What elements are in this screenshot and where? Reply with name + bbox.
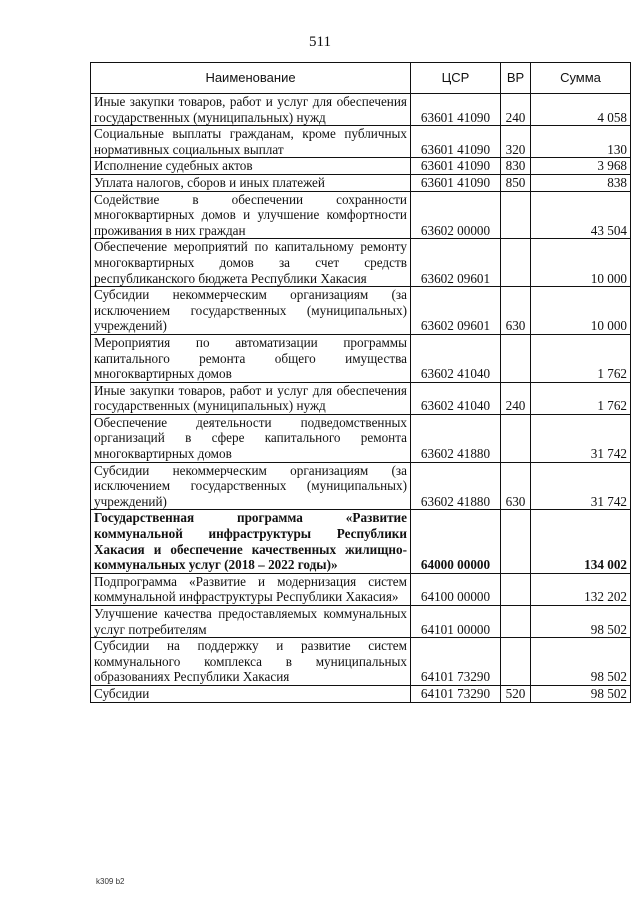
cell-vr (501, 191, 531, 239)
cell-name: Подпрограмма «Развитие и модернизация систем коммунальной инфраструктуры Республики Хакасия» (91, 573, 411, 605)
cell-vr: 520 (501, 685, 531, 702)
table-row (91, 126, 631, 158)
cell-sum: 31 742 (531, 414, 631, 462)
table-header-row (91, 63, 631, 94)
table-row (91, 94, 631, 126)
table-row (91, 414, 631, 462)
cell-name: Субсидии на поддержку и развитие систем коммунального комплекса в муниципальных образованиях Республики Хакасия (91, 638, 411, 686)
cell-csr: 64000 00000 (411, 510, 501, 573)
cell-vr: 240 (501, 382, 531, 414)
cell-csr: 63602 41880 (411, 462, 501, 510)
cell-csr: 63601 41090 (411, 174, 501, 191)
table-row (91, 510, 631, 573)
cell-sum: 98 502 (531, 638, 631, 686)
cell-name: Иные закупки товаров, работ и услуг для обеспечения государственных (муниципальных) нужд (91, 382, 411, 414)
table-row (91, 382, 631, 414)
cell-csr: 64101 73290 (411, 685, 501, 702)
cell-vr: 830 (501, 158, 531, 175)
table-row (91, 573, 631, 605)
cell-sum: 134 002 (531, 510, 631, 573)
cell-sum: 31 742 (531, 462, 631, 510)
cell-name: Мероприятия по автоматизации программы капитального ремонта общего имущества многоквартирных домов (91, 334, 411, 382)
cell-name: Обеспечение деятельности подведомственных организаций в сфере капитального ремонта многоквартирных домов (91, 414, 411, 462)
table-row (91, 334, 631, 382)
cell-sum: 132 202 (531, 573, 631, 605)
cell-sum: 3 968 (531, 158, 631, 175)
cell-name: Обеспечение мероприятий по капитальному ремонту многоквартирных домов за счет средств республиканского бюджета Республики Хакасия (91, 239, 411, 287)
page-number: 511 (309, 34, 331, 50)
table-body (91, 94, 631, 703)
cell-vr (501, 638, 531, 686)
header-name: Наименование (91, 63, 411, 94)
cell-vr: 240 (501, 94, 531, 126)
cell-csr: 63602 41040 (411, 382, 501, 414)
cell-csr: 64101 00000 (411, 606, 501, 638)
cell-sum: 98 502 (531, 685, 631, 702)
cell-vr (501, 510, 531, 573)
cell-sum: 130 (531, 126, 631, 158)
budget-table (90, 62, 631, 703)
cell-csr: 64100 00000 (411, 573, 501, 605)
cell-vr: 320 (501, 126, 531, 158)
cell-vr (501, 573, 531, 605)
cell-name: Субсидии некоммерческим организациям (за исключением государственных (муниципальных) учреждений) (91, 462, 411, 510)
cell-vr (501, 239, 531, 287)
cell-sum: 4 058 (531, 94, 631, 126)
cell-name: Исполнение судебных актов (91, 158, 411, 175)
table-row (91, 191, 631, 239)
table-row (91, 174, 631, 191)
cell-name: Социальные выплаты гражданам, кроме публичных нормативных социальных выплат (91, 126, 411, 158)
table-row (91, 462, 631, 510)
cell-vr (501, 334, 531, 382)
cell-name: Субсидии (91, 685, 411, 702)
header-sum: Сумма (531, 63, 631, 94)
table-row (91, 239, 631, 287)
cell-csr: 63602 09601 (411, 287, 501, 335)
cell-name: Государственная программа «Развитие коммунальной инфраструктуры Республики Хакасия и обеспечение качественных жилищно-коммунальных услуг (2018 – 2022 годы)» (91, 510, 411, 573)
table-row (91, 158, 631, 175)
cell-csr: 63602 41880 (411, 414, 501, 462)
table-row (91, 606, 631, 638)
cell-csr: 64101 73290 (411, 638, 501, 686)
cell-sum: 10 000 (531, 239, 631, 287)
header-csr: ЦСР (411, 63, 501, 94)
cell-name: Содействие в обеспечении сохранности многоквартирных домов и улучшение комфортности проживания в них граждан (91, 191, 411, 239)
cell-name: Улучшение качества предоставляемых коммунальных услуг потребителям (91, 606, 411, 638)
header-vr: ВР (501, 63, 531, 94)
cell-vr: 630 (501, 462, 531, 510)
cell-csr: 63602 00000 (411, 191, 501, 239)
cell-csr: 63601 41090 (411, 158, 501, 175)
cell-sum: 838 (531, 174, 631, 191)
cell-sum: 1 762 (531, 334, 631, 382)
table-row (91, 685, 631, 702)
cell-csr: 63602 09601 (411, 239, 501, 287)
cell-sum: 1 762 (531, 382, 631, 414)
cell-vr: 850 (501, 174, 531, 191)
cell-sum: 43 504 (531, 191, 631, 239)
cell-csr: 63601 41090 (411, 126, 501, 158)
table-row (91, 638, 631, 686)
cell-vr: 630 (501, 287, 531, 335)
cell-csr: 63601 41090 (411, 94, 501, 126)
cell-vr (501, 606, 531, 638)
cell-sum: 10 000 (531, 287, 631, 335)
cell-vr (501, 414, 531, 462)
table-row (91, 287, 631, 335)
cell-name: Иные закупки товаров, работ и услуг для обеспечения государственных (муниципальных) нужд (91, 94, 411, 126)
cell-csr: 63602 41040 (411, 334, 501, 382)
footer-code: k309 b2 (96, 877, 125, 886)
cell-name: Уплата налогов, сборов и иных платежей (91, 174, 411, 191)
cell-sum: 98 502 (531, 606, 631, 638)
cell-name: Субсидии некоммерческим организациям (за исключением государственных (муниципальных) учреждений) (91, 287, 411, 335)
